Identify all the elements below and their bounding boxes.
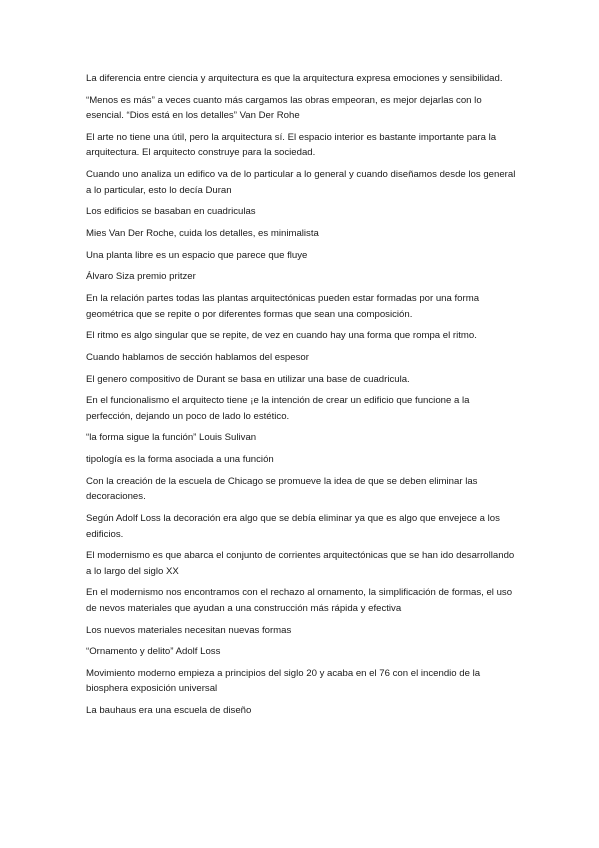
paragraph: Cuando uno analiza un edifico va de lo particular a lo general y cuando diseñamos desde los general a lo particular, esto lo decía Duran	[86, 169, 516, 196]
paragraph: La bauhaus era una escuela de diseño	[86, 705, 252, 717]
paragraph: Álvaro Siza premio pritzer	[86, 271, 196, 283]
paragraph: Según Adolf Loss la decoración era algo que se debía eliminar ya que es algo que envejece a los edificios.	[86, 513, 500, 540]
paragraph: tipología es la forma asociada a una función	[86, 454, 274, 466]
paragraph: “Menos es más” a veces cuanto más cargamos las obras empeoran, es mejor dejarlas con lo esencial. “Dios está en los detalles” Van Der Rohe	[86, 94, 482, 122]
paragraph: El modernismo es que abarca el conjunto de corrientes arquitectónicas que se han ido desarrollando a lo largo del siglo XX	[86, 550, 515, 577]
paragraph: En el funcionalismo el arquitecto tiene ¡e la intención de crear un edificio que funcione a la perfección, dejando un poco de lado lo estético.	[86, 395, 470, 422]
paragraph: Los nuevos materiales necesitan nuevas formas	[86, 624, 292, 636]
paragraph: El ritmo es algo singular que se repite, de vez en cuando hay una forma que rompa el ritmo.	[86, 330, 477, 342]
paragraph: Una planta libre es un espacio que parece que fluye	[86, 249, 308, 261]
paragraph: “la forma sigue la función” Louis Sulivan	[86, 432, 257, 444]
paragraph: La diferencia entre ciencia y arquitectura es que la arquitectura expresa emociones y sensibilidad.	[86, 73, 503, 84]
paragraph: Con la creación de la escuela de Chicago se promueve la idea de que se deben eliminar las decoraciones.	[86, 475, 478, 503]
paragraph: En la relación partes todas las plantas arquitectónicas pueden estar formadas por una forma geométrica que se repite o por diferentes formas que sean una composición.	[86, 293, 480, 320]
paragraph: Cuando hablamos de sección hablamos del espesor	[86, 351, 309, 363]
paragraph: Mies Van Der Roche, cuida los detalles, es minimalista	[86, 227, 319, 239]
paragraph: En el modernismo nos encontramos con el rechazo al ornamento, la simplificación de formas, el uso de nevos materiales que ayudan a una construcción más rápida y efectiva	[86, 587, 513, 614]
paragraph: El arte no tiene una útil, pero la arquitectura sí. El espacio interior es bastante importante para la arquitectura. El arquitecto construye para la sociedad.	[86, 131, 497, 159]
document-body	[86, 71, 518, 725]
paragraph: El genero compositivo de Durant se basa en utilizar una base de cuadricula.	[86, 373, 410, 385]
paragraph: Movimiento moderno empieza a principios del siglo 20 y acaba en el 76 con el incendio de la biosphera exposición universal	[86, 667, 481, 695]
paragraph: Los edificios se basaban en cuadriculas	[86, 206, 256, 218]
paragraph: “Ornamento y delito” Adolf Loss	[86, 646, 221, 658]
